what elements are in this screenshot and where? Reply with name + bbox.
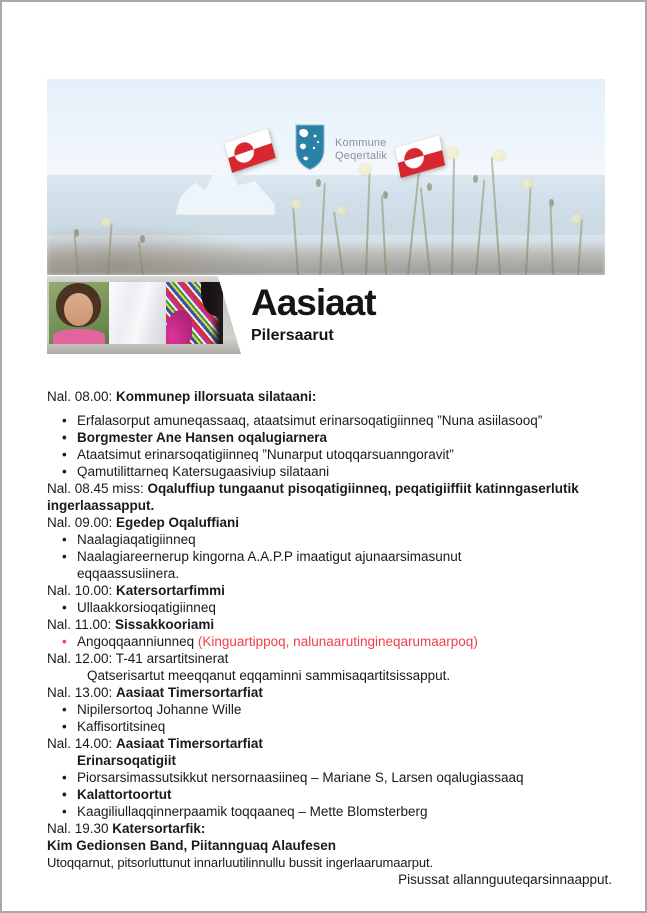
title-block	[251, 283, 376, 345]
schedule-line-1400-cont: Erinarsoqatigiit	[77, 753, 177, 768]
schedule-line-0900: Nal. 09.00: Egedep Oqaluffiani	[47, 515, 240, 530]
beaded-costume-photo	[166, 282, 223, 344]
logo-line2: Qeqertalik	[335, 150, 388, 162]
page-subtitle: Pilersaarut	[251, 327, 334, 344]
kommune-logo-text	[335, 137, 387, 163]
photo-strip	[47, 276, 241, 354]
logo-line1: Kommune	[335, 137, 387, 149]
schedule-line-0845-cont: ingerlaassapput.	[47, 498, 155, 513]
schedule-line-1200: Nal. 12.00: T-41 arsartitsinerat	[47, 651, 229, 666]
landscape-art	[47, 79, 605, 275]
schedule-line-1300: Nal. 13.00: Aasiaat Timersortarfiat	[47, 685, 263, 700]
bullet-item: • Ataatsimut erinarsoqatigiinneq ”Nunarput utoqqarsuanngoravit”	[47, 446, 612, 463]
bullet-item: • Borgmester Ane Hansen oqalugiarnera	[47, 429, 612, 446]
schedule-line-1000: Nal. 10.00: Katersortarfimmi	[47, 583, 225, 598]
bullet-item: • Ullaakkorsioqatigiinneq	[47, 599, 612, 616]
schedule-line-1100: Nal. 11.00: Sissakkooriami	[47, 617, 215, 632]
dark-edge	[211, 282, 223, 344]
bullet-item: • Piorsarsimassutsikkut nersornaasiineq – Mariane S, Larsen oqalugiassaaq	[47, 769, 612, 786]
pink-sleeve	[166, 310, 192, 344]
bullet-item: • Kalattortoortut	[47, 786, 612, 803]
bus-note: Utoqqarnut, pitsorluttunut innarluutilinnullu bussit ingerlaarumaarput.	[47, 855, 434, 870]
girl-photo	[49, 282, 109, 344]
bullet-item-cont: eqqaassusiinera.	[77, 566, 180, 581]
schedule-line-0845: Nal. 08.45 miss: Oqaluffiup tungaanut pisoqatigiinneq, peqatigiiffiit katinngaserlutik	[47, 481, 579, 496]
bullet-item: • Kaagiliullaqqinnerpaamik toqqaaneq – Mette Blomsterberg	[47, 803, 612, 820]
band-line: Kim Gedionsen Band, Piitannguaq Alaufesen	[47, 838, 337, 853]
schedule-body	[47, 388, 612, 888]
bullet-item: • Erfalasorput amuneqassaaq, ataatsimut erinarsoqatigiinneq ”Nuna asiilasooq”	[47, 412, 612, 429]
municipality-crest-icon	[295, 124, 325, 170]
bullet-item: • Naalagiaqatigiinneq	[47, 531, 612, 548]
schedule-line-1200-cont: Qatserisartut meeqqanut eqqaminni sammisaqartitsissapput.	[87, 668, 451, 683]
girl-face	[64, 293, 93, 326]
bullet-item: • Nipilersortoq Johanne Wille	[47, 701, 612, 718]
schedule-line-0800: Nal. 08.00: Kommunep illorsuata silataani:	[47, 389, 317, 404]
poppy-flowers	[47, 79, 605, 275]
schedule-line-1930: Nal. 19.30 Katersortarfik:	[47, 821, 206, 836]
header-photo	[47, 79, 605, 275]
bullet-item-cancelled: • Angoqqaanniunneq (Kinguartippoq, nalunaarutingineqarumaarpoq)	[47, 633, 612, 650]
bullet-item: • Naalagiareernerup kingorna A.A.P.P imaatigut ajunaarsimasunut	[47, 548, 612, 565]
bullet-item: • Kaffisortitsineq	[47, 718, 612, 735]
girl-shirt	[53, 329, 105, 344]
page-title: Aasiaat	[251, 282, 376, 323]
white-anorak-photo	[109, 282, 166, 344]
cancellation-note: (Kinguartippoq, nalunaarutingineqarumaarpoq)	[197, 634, 478, 649]
changes-disclaimer: Pisussat allannguuteqarsinnaapput.	[398, 872, 612, 887]
schedule-line-1400: Nal. 14.00: Aasiaat Timersortarfiat	[47, 736, 263, 751]
bullet-item: • Qamutilittarneq Katersugaasiviup silataani	[47, 463, 612, 480]
